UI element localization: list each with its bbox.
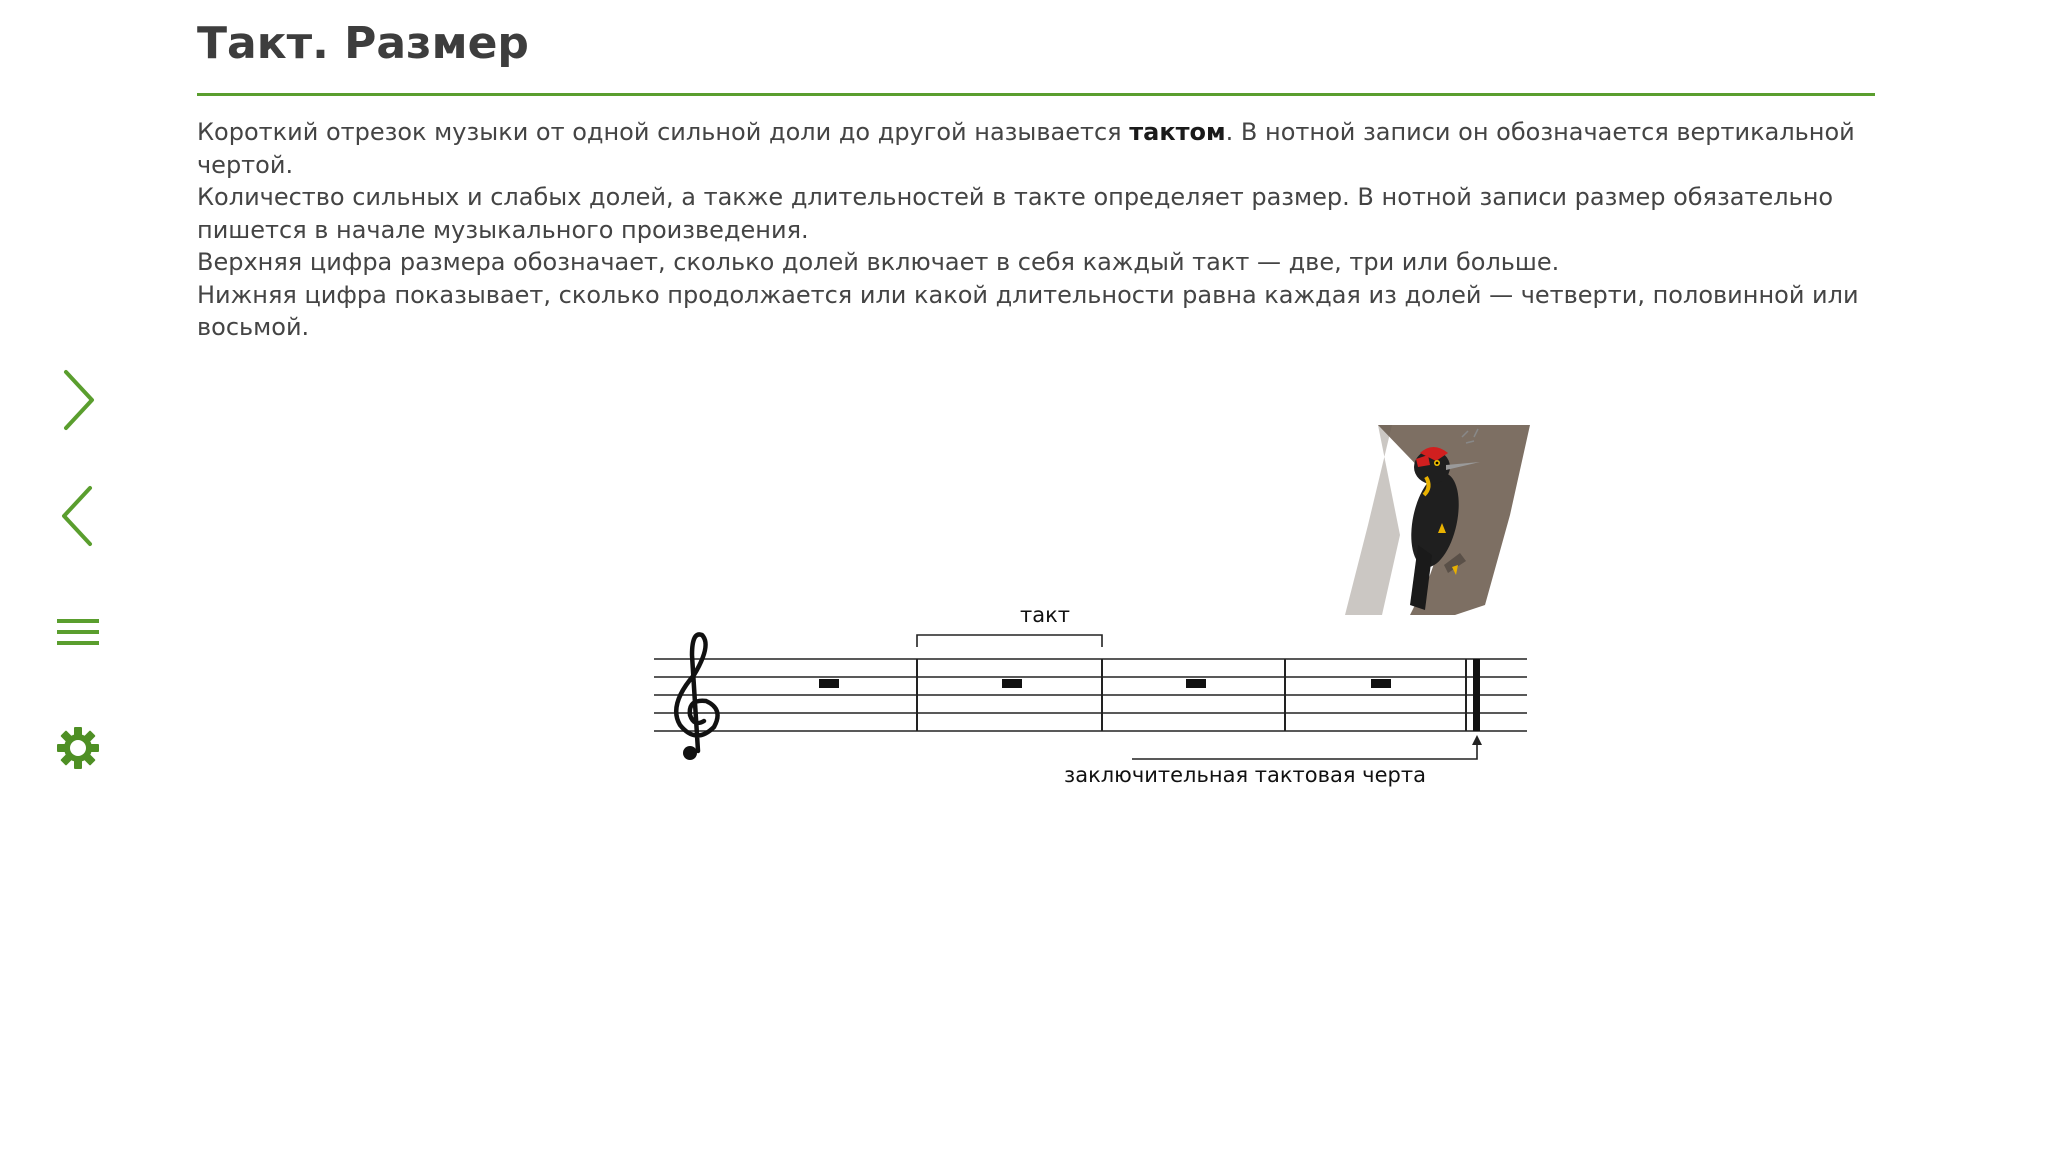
lesson-text <box>197 116 1917 344</box>
chevron-left-icon <box>58 484 98 548</box>
next-page-button[interactable] <box>48 370 108 430</box>
paragraph-meter: Количество сильных и слабых долей, а также длительностей в такте определяет размер. В нотной записи размер обязательно пишется в начале музыкального произведения. <box>197 183 1834 244</box>
settings-button[interactable] <box>48 718 108 778</box>
page-title: Такт. Размер <box>197 18 529 69</box>
chevron-right-icon <box>58 368 98 432</box>
hamburger-menu-icon <box>55 615 101 649</box>
final-barline-pointer <box>1132 741 1477 759</box>
measure-bracket <box>917 635 1102 647</box>
menu-button[interactable] <box>48 602 108 662</box>
paragraph-top-number: Верхняя цифра размера обозначает, сколько долей включает в себя каждый такт — две, три или больше. <box>197 248 1560 276</box>
paragraph-definition <box>197 116 1917 181</box>
title-divider <box>197 93 1875 96</box>
gear-icon <box>56 726 100 770</box>
previous-page-button[interactable] <box>48 486 108 546</box>
final-barline-label: заключительная тактовая черта <box>1064 763 1426 787</box>
final-barline <box>1473 659 1480 731</box>
staff-lines <box>654 659 1527 731</box>
staff-illustration <box>640 415 1540 800</box>
term-takt: тактом <box>1129 118 1226 146</box>
paragraph-definition-end: . В нотной записи он обозначается вертикальной чертой. <box>197 118 1855 179</box>
whole-rests <box>819 679 1391 688</box>
measure-label: такт <box>1019 603 1071 627</box>
paragraph-bottom-number: Нижняя цифра показывает, сколько продолжается или какой длительности равна каждая из долей — четверти, половинной или восьмой. <box>197 280 1859 341</box>
paragraph-definition-start: Короткий отрезок музыки от одной сильной доли до другой называется <box>197 118 1130 146</box>
treble-clef-icon <box>676 634 717 760</box>
woodpecker-image <box>1345 425 1530 615</box>
